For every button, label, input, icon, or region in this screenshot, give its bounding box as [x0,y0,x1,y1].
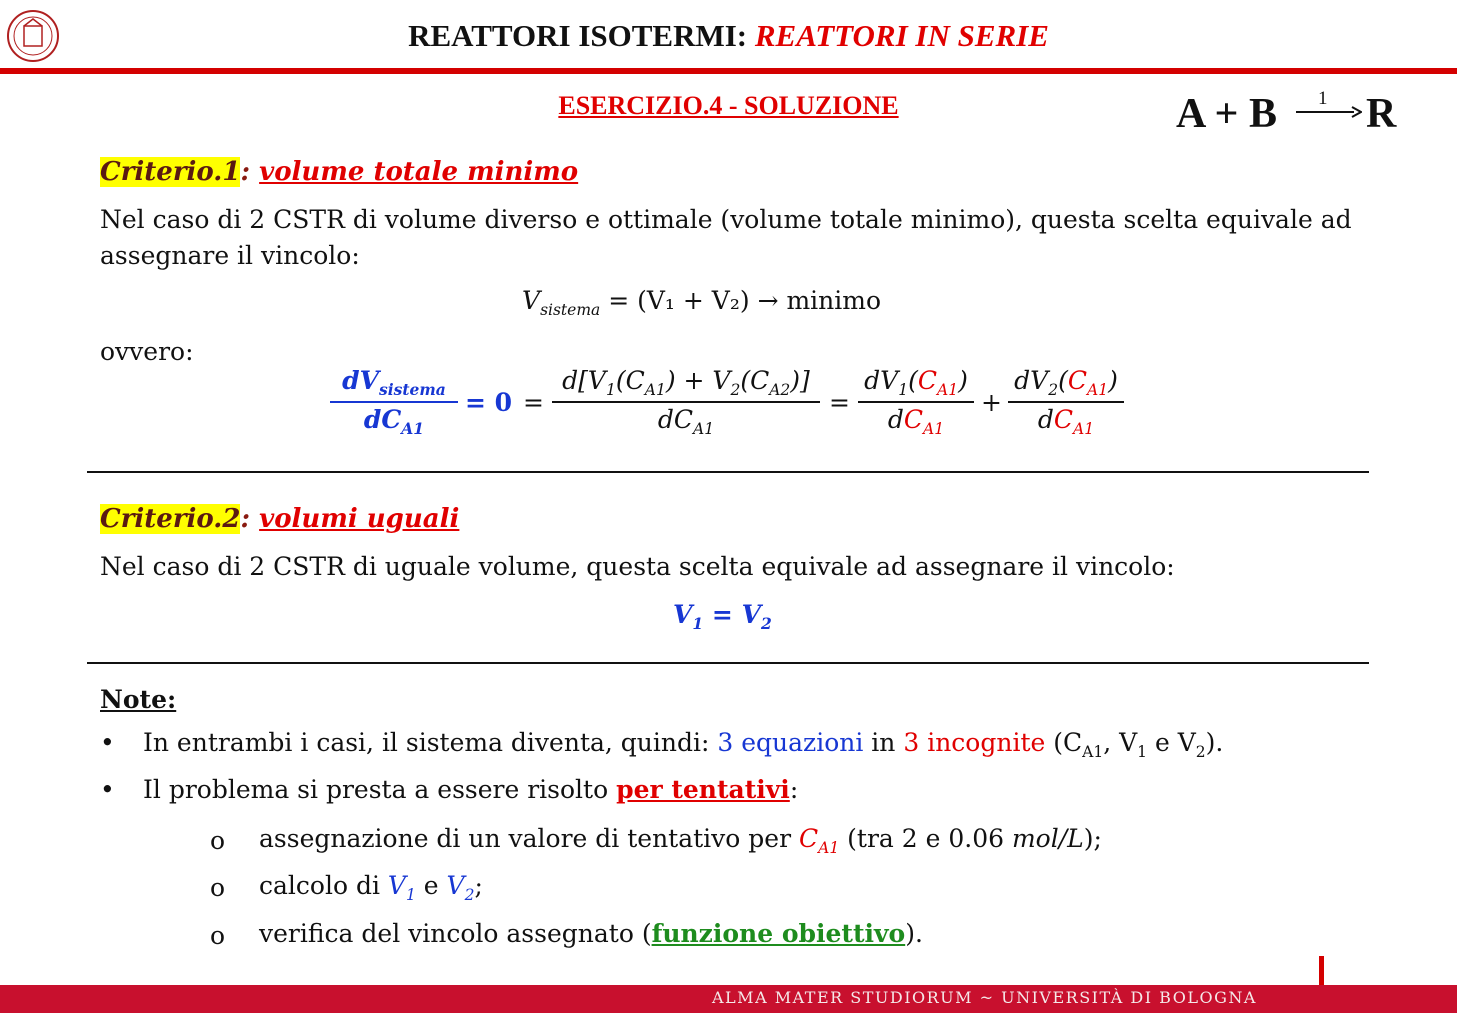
b1-blue: 3 equazioni [717,728,864,757]
frac-total: $d[V_1(C_{A1}) + V_2(C_{A2})]$ $dC_{A1}$ [552,366,820,438]
s2-end: ; [474,871,483,900]
eq-sign-2: = [829,388,850,417]
b1-red: 3 incognite [903,728,1046,757]
criterio1-colon: : [240,157,251,187]
reaction-reactants: A + B [1176,91,1277,137]
criterio1-title: volume totale minimo [259,157,579,187]
note-bullet-2 [100,775,1300,811]
criterio2-title: volumi uguali [259,504,460,534]
b1-mid: in [863,728,904,757]
eq-rhs: = (V₁ + V₂) → minimo [608,286,882,315]
circle-bullet-icon: o [210,826,226,855]
eq-v: V [522,286,541,315]
header-bar [0,68,1457,74]
note-sub-2: o calcolo di $V_1$ e $V_2$; [210,871,483,904]
b1-end: (C [1045,728,1083,757]
criterio2-heading [100,504,459,534]
frac-dv1: $dV_1(C_{A1})$ $dC_{A1}$ [858,366,974,438]
s3-green: funzione obiettivo [651,919,906,948]
circle-bullet-icon: o [210,921,226,950]
divider-1 [87,471,1369,473]
s1-unit: mol/L [1011,824,1084,853]
ovvero-label: ovvero: [100,337,194,366]
equal-volume-equation: $V_1 = V_2$ [673,600,772,633]
s1-mid: (tra 2 e 0.06 [839,824,1012,853]
reaction-equation [1176,90,1406,140]
derivative-equation [330,366,1130,450]
frac-dv2: $dV_2(C_{A1})$ $dC_{A1}$ [1008,366,1124,438]
footer-text: ALMA MATER STUDIORUM ~ UNIVERSITÀ DI BOLOGNA [712,988,1257,1007]
criterio1-label: Criterio.1 [100,157,241,187]
criterio2-colon: : [240,504,251,534]
bullet-dot-icon: • [100,728,115,757]
b2-end: : [789,775,799,804]
eq-plus: + [981,388,1002,417]
b1-text: In entrambi i casi, il sistema diventa, quindi: [143,728,718,757]
s2-text: calcolo di [259,871,388,900]
s3-text: verifica del vincolo assegnato ( [259,919,652,948]
note-bullet-1: • In entrambi i casi, il sistema diventa, quindi: 3 equazioni in 3 incognite ($C_{A1}$, $V_1$ e $V_2$). [100,728,1224,761]
note-title: Note: [100,685,177,714]
reaction-rate-index: 1 [1318,88,1328,109]
title-black: REATTORI ISOTERMI: [408,18,755,53]
eq-zero: = 0 [465,388,513,417]
b2-red: per tentativi [616,775,790,804]
divider-2 [87,662,1369,664]
eq-sign-1: = [523,388,544,417]
note-sub-3 [210,919,1310,955]
criterio1-heading [100,157,578,187]
s1-text: assegnazione di un valore di tentativo per [259,824,799,853]
reaction-product: R [1366,91,1397,137]
bullet-dot-icon: • [100,775,115,804]
note-sub-1: o assegnazione di un valore di tentativo per $C_{A1}$ (tra 2 e 0.06 mol/L); [210,824,1102,857]
criterio2-line1: Nel caso di 2 CSTR di uguale volume, questa scelta equivale ad assegnare il vincolo: [100,552,1175,581]
exercise-subtitle: ESERCIZIO.4 - SOLUZIONE [558,91,899,120]
criterio1-line1: Nel caso di 2 CSTR di volume diverso e ottimale (volume totale minimo), questa scelta equivale ad [100,205,1352,234]
s1-end: ); [1083,824,1102,853]
s3-end: ). [905,919,923,948]
b2-text: Il problema si presta a essere risolto [143,775,617,804]
circle-bullet-icon: o [210,873,226,902]
criterio2-label: Criterio.2 [100,504,241,534]
reaction-arrow-icon [1296,106,1362,118]
criterio1-line2: assegnare il vincolo: [100,241,360,270]
s2-mid: e [415,871,447,900]
eq-v-sub: sistema [540,301,601,319]
frac-dv-dca: $dV_{sistema}$ $dC_{A1}$ [330,366,458,438]
title-red: REATTORI IN SERIE [754,18,1049,53]
volume-sum-equation [522,286,881,319]
slide-title [0,18,1457,54]
